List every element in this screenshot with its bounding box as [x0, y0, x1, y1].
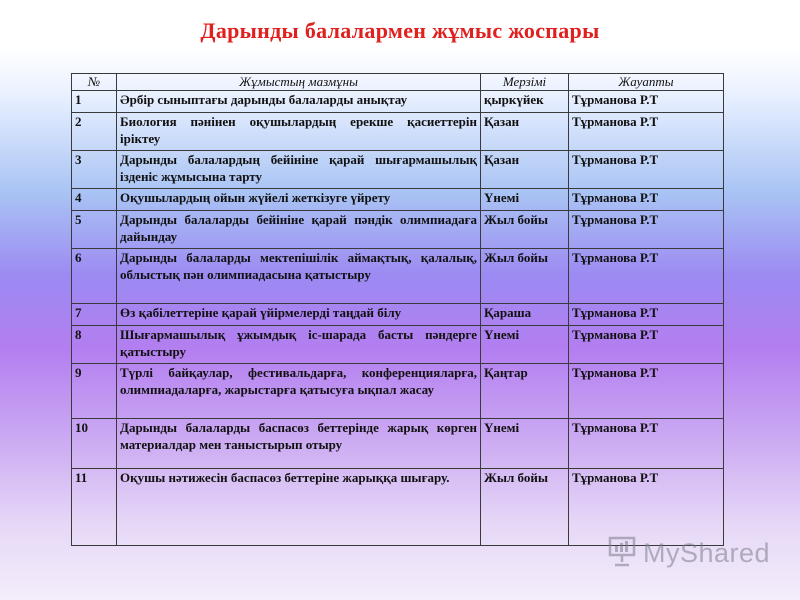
row-responsible: Тұрманова Р.Т: [569, 211, 724, 249]
table-row: [72, 304, 724, 326]
row-number: 8: [72, 326, 117, 364]
row-term: Жыл бойы: [481, 469, 569, 546]
row-responsible: Тұрманова Р.Т: [569, 113, 724, 151]
row-term: қыркүйек: [481, 91, 569, 113]
row-responsible: Тұрманова Р.Т: [569, 249, 724, 304]
row-content: Дарынды балаларды бейініне қарай пәндік олимпиадаға дайындау: [117, 211, 481, 249]
row-number: 10: [72, 419, 117, 469]
row-term: Қазан: [481, 113, 569, 151]
header-responsible: Жауапты: [569, 74, 724, 91]
row-number: 11: [72, 469, 117, 546]
row-responsible: Тұрманова Р.Т: [569, 419, 724, 469]
row-content: Дарынды балалардың бейініне қарай шығармашылық ізденіс жұмысына тарту: [117, 151, 481, 189]
row-content: Түрлі байқаулар, фестивальдарға, конференцияларға, олимпиадаларға, жарыстарға қатысуға ықпал жасау: [117, 364, 481, 419]
header-term: Мерзімі: [481, 74, 569, 91]
table-row: [72, 151, 724, 189]
row-responsible: Тұрманова Р.Т: [569, 189, 724, 211]
row-term: Жыл бойы: [481, 249, 569, 304]
table-row: [72, 211, 724, 249]
work-plan-table: [71, 73, 724, 546]
row-content: Өз қабілеттеріне қарай үйірмелерді таңдай білу: [117, 304, 481, 326]
row-number: 1: [72, 91, 117, 113]
myshared-watermark: [607, 535, 770, 571]
row-term: Үнемі: [481, 189, 569, 211]
table-row: [72, 364, 724, 419]
row-content: Оқушы нәтижесін баспасөз беттеріне жарыққа шығару.: [117, 469, 481, 546]
row-number: 3: [72, 151, 117, 189]
row-number: 6: [72, 249, 117, 304]
row-number: 7: [72, 304, 117, 326]
row-responsible: Тұрманова Р.Т: [569, 469, 724, 546]
row-content: Дарынды балаларды баспасөз беттерінде жарық көрген материалдар мен таныстырып отыру: [117, 419, 481, 469]
row-content: Дарынды балаларды мектепішілік аймақтық, қалалық, облыстық пән олимпиадасына қатыстыру: [117, 249, 481, 304]
table-row: [72, 91, 724, 113]
row-responsible: Тұрманова Р.Т: [569, 304, 724, 326]
table-row: [72, 419, 724, 469]
row-content: Биология пәнінен оқушылардың ерекше қасиеттерін іріктеу: [117, 113, 481, 151]
row-term: Үнемі: [481, 326, 569, 364]
row-term: Қазан: [481, 151, 569, 189]
row-responsible: Тұрманова Р.Т: [569, 364, 724, 419]
presentation-board-icon: [607, 535, 637, 572]
row-content: Әрбір сыныптағы дарынды балаларды анықтау: [117, 91, 481, 113]
table-row: [72, 326, 724, 364]
row-responsible: Тұрманова Р.Т: [569, 326, 724, 364]
row-responsible: Тұрманова Р.Т: [569, 91, 724, 113]
table-row: [72, 249, 724, 304]
row-number: 5: [72, 211, 117, 249]
watermark-text: MyShared: [643, 537, 771, 568]
row-number: 2: [72, 113, 117, 151]
row-number: 4: [72, 189, 117, 211]
row-content: Оқушылардың ойын жүйелі жеткізуге үйрету: [117, 189, 481, 211]
row-number: 9: [72, 364, 117, 419]
row-term: Қаңтар: [481, 364, 569, 419]
table-row: [72, 189, 724, 211]
row-content: Шығармашылық ұжымдық іс-шарада басты пәндерге қатыстыру: [117, 326, 481, 364]
row-term: Үнемі: [481, 419, 569, 469]
row-term: Жыл бойы: [481, 211, 569, 249]
table-row: [72, 113, 724, 151]
table-header-row: [72, 74, 724, 91]
row-term: Қараша: [481, 304, 569, 326]
header-number: №: [72, 74, 117, 91]
header-content: Жұмыстың мазмұны: [117, 74, 481, 91]
row-responsible: Тұрманова Р.Т: [569, 151, 724, 189]
page-title: Дарынды балалармен жұмыс жоспары: [200, 18, 600, 43]
